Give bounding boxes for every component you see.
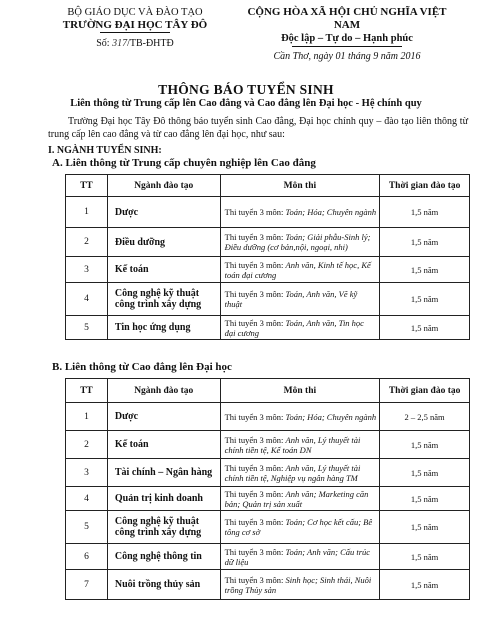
table-row	[66, 459, 470, 487]
major-name: Dược	[107, 197, 220, 228]
exam-subject-list: Toán; Hóa; Chuyên ngành	[285, 411, 377, 422]
training-duration: 1,5 năm	[380, 431, 470, 459]
exam-subjects	[220, 570, 380, 600]
exam-lead: Thi tuyển 3 môn:	[224, 259, 286, 270]
major-name: Nuôi trồng thủy sản	[107, 570, 220, 600]
exam-lead: Thi tuyển 3 môn:	[224, 546, 286, 557]
row-number: 3	[66, 257, 108, 283]
column-header-major: Ngành đào tạo	[107, 175, 220, 197]
row-number: 7	[66, 570, 108, 600]
exam-lead: Thi tuyển 3 môn:	[224, 411, 286, 422]
school-underline	[100, 32, 170, 33]
row-number: 1	[66, 197, 108, 228]
exam-lead: Thi tuyển 3 môn:	[224, 434, 286, 445]
nation-name: CỘNG HÒA XÃ HỘI CHỦ NGHĨA VIỆT NAM	[247, 6, 447, 31]
document-title: THÔNG BÁO TUYỂN SINH	[158, 82, 334, 97]
table-row	[66, 257, 470, 283]
column-header-subjects: Môn thi	[220, 379, 380, 403]
column-header-tt: TT	[66, 175, 108, 197]
training-duration: 1,5 năm	[380, 257, 470, 283]
major-name: Công nghệ thông tin	[107, 544, 220, 570]
column-header-duration: Thời gian đào tạo	[380, 175, 470, 197]
major-name: Dược	[107, 403, 220, 431]
training-duration: 1,5 năm	[380, 316, 470, 340]
exam-subjects	[220, 544, 380, 570]
exam-subject-list: Anh văn; Marketing căn bản; Quản trị sản xuất	[224, 488, 369, 509]
training-duration: 1,5 năm	[380, 197, 470, 228]
section-heading-majors: I. NGÀNH TUYỂN SINH:	[48, 145, 162, 156]
intro-paragraph: Trường Đại học Tây Đô thông báo tuyển sinh Cao đẳng, Đại học chính quy – đào tạo liên thông từ trung cấp lên cao đẳng và từ cao đẳng lên đại học, như sau:	[48, 116, 468, 140]
exam-lead: Thi tuyển 3 môn:	[224, 232, 286, 242]
table-row	[66, 487, 470, 511]
row-number: 6	[66, 544, 108, 570]
row-number: 1	[66, 403, 108, 431]
exam-lead: Thi tuyển 3 môn:	[224, 289, 286, 299]
training-duration: 1,5 năm	[380, 459, 470, 487]
column-header-subjects: Môn thi	[220, 175, 380, 197]
row-number: 2	[66, 228, 108, 257]
training-duration: 1,5 năm	[380, 544, 470, 570]
exam-subjects	[220, 403, 380, 431]
major-name: Tin học ứng dụng	[107, 316, 220, 340]
national-motto: Độc lập – Tự do – Hạnh phúc	[281, 33, 413, 44]
exam-subjects	[220, 257, 380, 283]
exam-subject-list: Toán, Anh văn, Tin học đại cương	[224, 317, 364, 338]
major-name: Điều dưỡng	[107, 228, 220, 257]
table-header-row	[66, 379, 470, 403]
table-row	[66, 316, 470, 340]
exam-lead: Thi tuyển 3 môn:	[224, 462, 286, 473]
major-name: Tài chính – Ngân hàng	[107, 459, 220, 487]
exam-subjects	[220, 431, 380, 459]
exam-lead: Thi tuyển 3 môn:	[224, 574, 286, 585]
table-row	[66, 431, 470, 459]
doc-number-prefix: Số:	[96, 38, 110, 49]
table-row	[66, 511, 470, 544]
exam-subject-list: Anh văn, Lý thuyết tài chính tiền tệ, Kế toán DN	[224, 434, 361, 455]
training-duration: 1,5 năm	[380, 570, 470, 600]
table-row	[66, 197, 470, 228]
nation-block	[236, 6, 458, 63]
document-header	[0, 6, 492, 66]
major-name: Kế toán	[107, 257, 220, 283]
major-name: Công nghệ kỹ thuật công trình xây dựng	[107, 283, 220, 316]
row-number: 5	[66, 316, 108, 340]
row-number: 4	[66, 487, 108, 511]
column-header-major: Ngành đào tạo	[107, 379, 220, 403]
major-name: Quản trị kinh doanh	[107, 487, 220, 511]
major-name: Công nghệ kỹ thuật công trình xây dựng	[107, 511, 220, 544]
exam-subjects	[220, 197, 380, 228]
exam-subjects	[220, 487, 380, 511]
training-duration: 2 – 2,5 năm	[380, 403, 470, 431]
exam-subject-list: Anh văn, Kinh tế học, Kế toán đại cương	[224, 259, 371, 280]
exam-subject-list: Sinh học; Sinh thái, Nuôi trồng Thủy sản	[224, 574, 372, 595]
section-b-heading: B. Liên thông từ Cao đẳng lên Đại học	[52, 361, 232, 373]
exam-subject-list: Toán; Anh văn; Cấu trúc dữ liệu	[224, 546, 371, 567]
exam-subject-list: Toán; Cơ học kết cấu; Bê tông cơ sở	[224, 517, 373, 537]
exam-subject-list: Toán; Giải phẫu-Sinh lý; Điều dưỡng (cơ bản,nội, ngoại, nhi)	[224, 232, 371, 252]
issue-date: Cần Thơ, ngày 01 tháng 9 năm 2016	[273, 51, 421, 62]
table-row	[66, 403, 470, 431]
table-college	[65, 174, 470, 340]
issuer-block	[50, 6, 220, 50]
training-duration: 1,5 năm	[380, 487, 470, 511]
row-number: 3	[66, 459, 108, 487]
exam-lead: Thi tuyển 3 môn:	[224, 317, 286, 328]
row-number: 4	[66, 283, 108, 316]
exam-subject-list: Toán; Hóa; Chuyên ngành	[285, 207, 377, 217]
table-row	[66, 228, 470, 257]
section-a-heading: A. Liên thông từ Trung cấp chuyên nghiệp lên Cao đẳng	[52, 157, 316, 169]
training-duration: 1,5 năm	[380, 511, 470, 544]
exam-lead: Thi tuyển 3 môn:	[224, 207, 286, 217]
table-row	[66, 570, 470, 600]
school-name: TRƯỜNG ĐẠI HỌC TÂY ĐÔ	[62, 19, 208, 31]
exam-subjects	[220, 459, 380, 487]
training-duration: 1,5 năm	[380, 283, 470, 316]
motto-underline	[292, 46, 402, 47]
column-header-tt: TT	[66, 379, 108, 403]
row-number: 2	[66, 431, 108, 459]
major-name: Kế toán	[107, 431, 220, 459]
exam-subjects	[220, 283, 380, 316]
exam-subjects	[220, 316, 380, 340]
ministry-name: BỘ GIÁO DỤC VÀ ĐÀO TẠO	[67, 7, 203, 18]
table-row	[66, 544, 470, 570]
column-header-duration: Thời gian đào tạo	[380, 379, 470, 403]
document-subtitle: Liên thông từ Trung cấp lên Cao đẳng và Cao đẳng lên Đại học - Hệ chính quy	[70, 98, 422, 109]
document-number	[50, 37, 220, 50]
exam-subjects	[220, 511, 380, 544]
table-university	[65, 378, 470, 600]
table-row	[66, 283, 470, 316]
table-header-row	[66, 175, 470, 197]
exam-lead: Thi tuyển 3 môn:	[224, 517, 286, 527]
doc-number-handwritten: 317	[112, 38, 128, 49]
doc-number-suffix: /TB-ĐHTĐ	[127, 38, 174, 49]
exam-subject-list: Toán, Anh văn, Vẽ kỹ thuật	[224, 289, 358, 309]
exam-lead: Thi tuyển 3 môn:	[224, 488, 286, 499]
row-number: 5	[66, 511, 108, 544]
exam-subjects	[220, 228, 380, 257]
exam-subject-list: Anh văn, Lý thuyết tài chính tiền tệ, Nghiệp vụ ngân hàng TM	[224, 462, 361, 483]
training-duration: 1,5 năm	[380, 228, 470, 257]
